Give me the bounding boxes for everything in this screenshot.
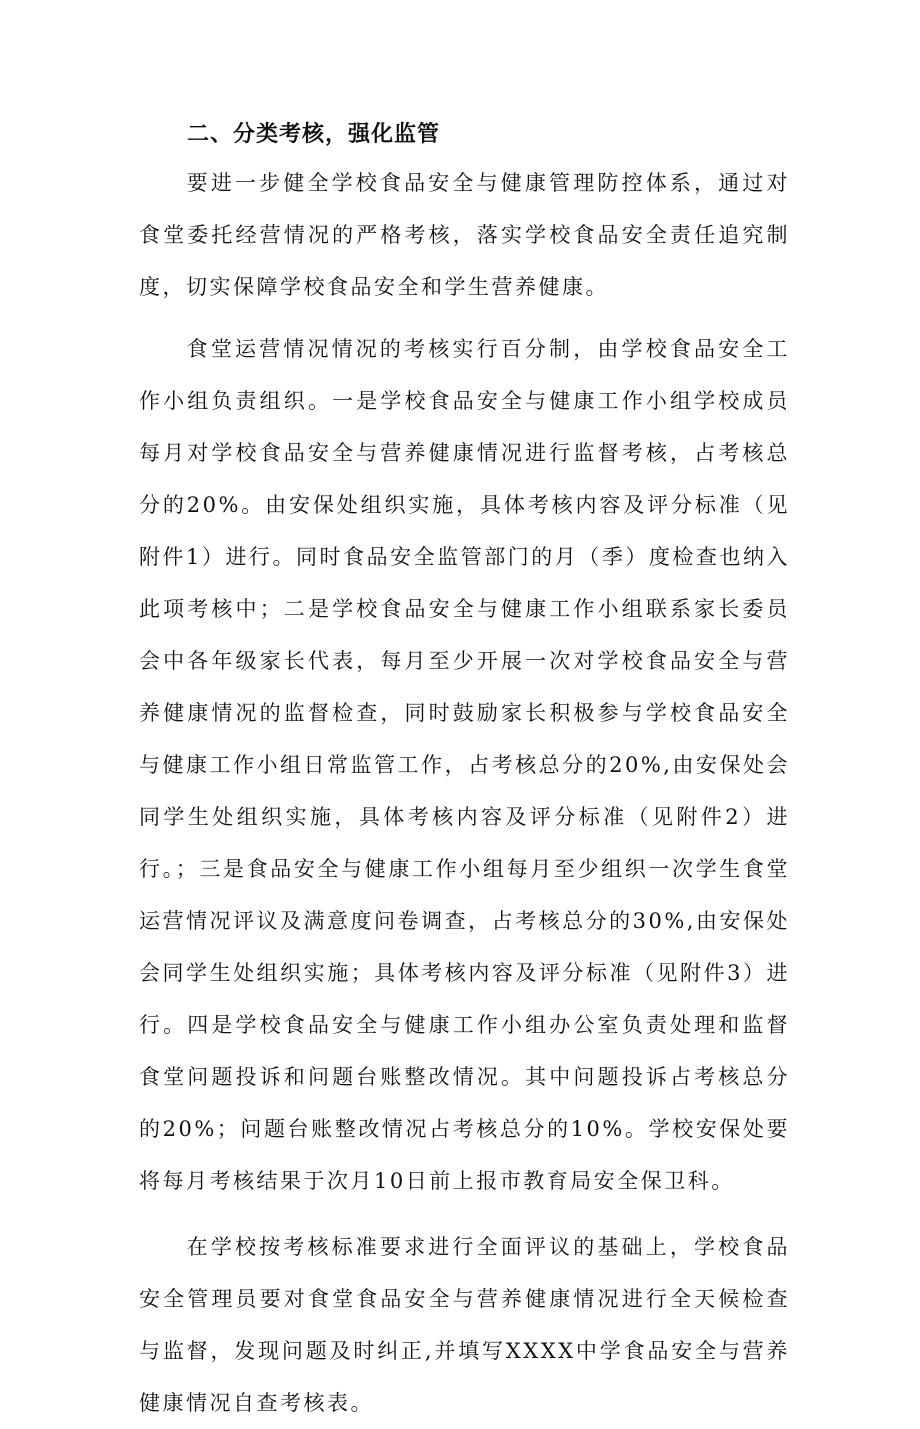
- document-body: [139, 115, 790, 1429]
- paragraph-assessment: 食堂运营情况情况的考核实行百分制，由学校食品安全工作小组负责组织。一是学校食品安全与健康工作小组学校成员每月对学校食品安全与营养健康情况进行监督考核，占考核总分的20%。由安保处组织实施，具体考核内容及评分标准（见附件1）进行。同时食品安全监管部门的月（季）度检查也纳入此项考核中；二是学校食品安全与健康工作小组联系家长委员会中各年级家长代表，每月至少开展一次对学校食品安全与营养健康情况的监督检查，同时鼓励家长积极参与学校食品安全与健康工作小组日常监管工作，占考核总分的20%,由安保处会同学生处组织实施，具体考核内容及评分标准（见附件2）进行。；三是食品安全与健康工作小组每月至少组织一次学生食堂运营情况评议及满意度问卷调查，占考核总分的30%,由安保处会同学生处组织实施；具体考核内容及评分标准（见附件3）进行。四是学校食品安全与健康工作小组办公室负责处理和监督食堂问题投诉和问题台账整改情况。其中问题投诉占考核总分的20%；问题台账整改情况占考核总分的10%。学校安保处要将每月考核结果于次月10日前上报市教育局安全保卫科。: [139, 337, 790, 1193]
- section-heading: 二、分类考核，强化监管: [187, 122, 441, 147]
- paragraph-self-check: 在学校按考核标准要求进行全面评议的基础上，学校食品安全管理员要对食堂食品安全与营养健康情况进行全天候检查与监督，发现问题及时纠正,并填写XXXX中学食品安全与营养健康情况自查考核表。: [139, 1235, 790, 1415]
- paragraph-intro: 要进一步健全学校食品安全与健康管理防控体系，通过对食堂委托经营情况的严格考核，落实学校食品安全责任追究制度，切实保障学校食品安全和学生营养健康。: [139, 171, 790, 299]
